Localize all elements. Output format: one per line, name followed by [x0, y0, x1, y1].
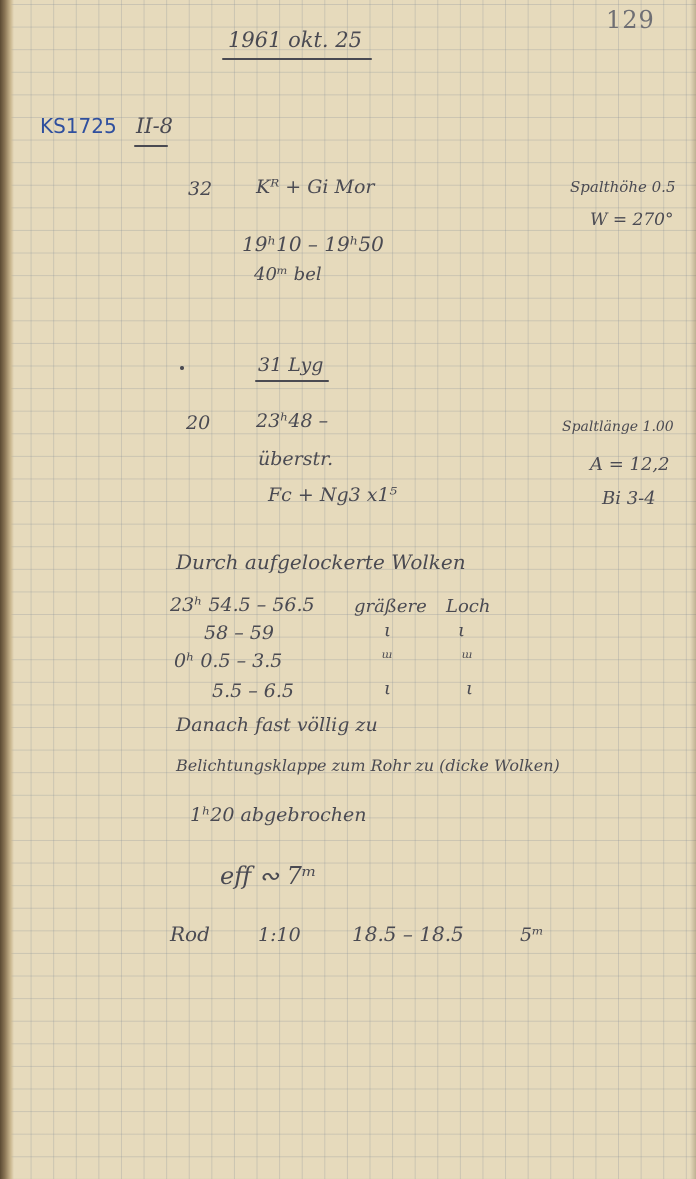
page-number: 129: [606, 6, 655, 34]
closing-line-2: Belichtungsklappe zum Rohr zu (dicke Wolken): [176, 756, 560, 775]
entry2-object: 31 Lyg: [258, 354, 324, 376]
cloud-row-1-col2: Loch: [446, 596, 491, 617]
rod-minutes: 5ᵐ: [520, 924, 544, 946]
entry1-number: 32: [188, 178, 213, 200]
page-edge: [690, 0, 696, 1179]
plate-id: KS1725: [40, 114, 117, 138]
entry2-number: 20: [186, 412, 211, 434]
entry1-time: 19ʰ10 – 19ʰ50: [242, 232, 384, 256]
cloud-row-2-col2: ι: [458, 620, 466, 641]
entry1-side-note-2: W = 270°: [590, 210, 674, 230]
date-underline: [222, 58, 372, 60]
entry2-note: überstr.: [258, 448, 334, 470]
entry2-time: 23ʰ48 –: [256, 410, 329, 432]
plate-series: II-8: [136, 114, 174, 138]
entry1-side-note-1: Spalthöhe 0.5: [570, 178, 676, 196]
cloud-row-4-col2: ι: [466, 678, 474, 699]
entry-date: 1961 okt. 25: [228, 28, 362, 52]
plate-underline: [134, 145, 168, 147]
cloud-row-4-time: 5.5 – 6.5: [212, 680, 295, 702]
entry2-side-note-2: A = 12,2: [590, 454, 670, 475]
cloud-row-2-col1: ι: [384, 620, 392, 641]
clouds-heading: Durch aufgelockerte Wolken: [176, 550, 466, 574]
entry1-target: Kᴿ + Gi Mor: [256, 176, 375, 198]
rod-ratio: 1:10: [258, 924, 301, 946]
cloud-row-2-time: 58 – 59: [204, 622, 274, 644]
entry1-duration: 40ᵐ bel: [254, 264, 322, 285]
abort-note: 1ʰ20 abgebrochen: [190, 804, 367, 826]
object-underline: [255, 380, 329, 382]
effective-time: eff ∾ 7ᵐ: [220, 862, 317, 890]
rod-range: 18.5 – 18.5: [352, 922, 464, 946]
cloud-row-1-col1: gräßere: [354, 596, 427, 617]
bullet-dot: [180, 366, 184, 370]
cloud-row-3-col2: ᵚ: [462, 648, 474, 669]
cloud-row-3-time: 0ʰ 0.5 – 3.5: [174, 650, 283, 672]
notebook-binding: [0, 0, 14, 1179]
cloud-row-4-col1: ι: [384, 678, 392, 699]
entry2-side-note-1: Spaltlänge 1.00: [562, 419, 674, 435]
cloud-row-3-col1: ᵚ: [382, 648, 394, 669]
closing-line-1: Danach fast völlig zu: [176, 714, 378, 736]
cloud-row-1-time: 23ʰ 54.5 – 56.5: [170, 594, 315, 616]
rod-label: Rod: [170, 922, 210, 946]
entry2-filter: Fc + Ng3 x1⁵: [268, 484, 398, 506]
entry2-side-note-3: Bi 3-4: [602, 488, 656, 509]
